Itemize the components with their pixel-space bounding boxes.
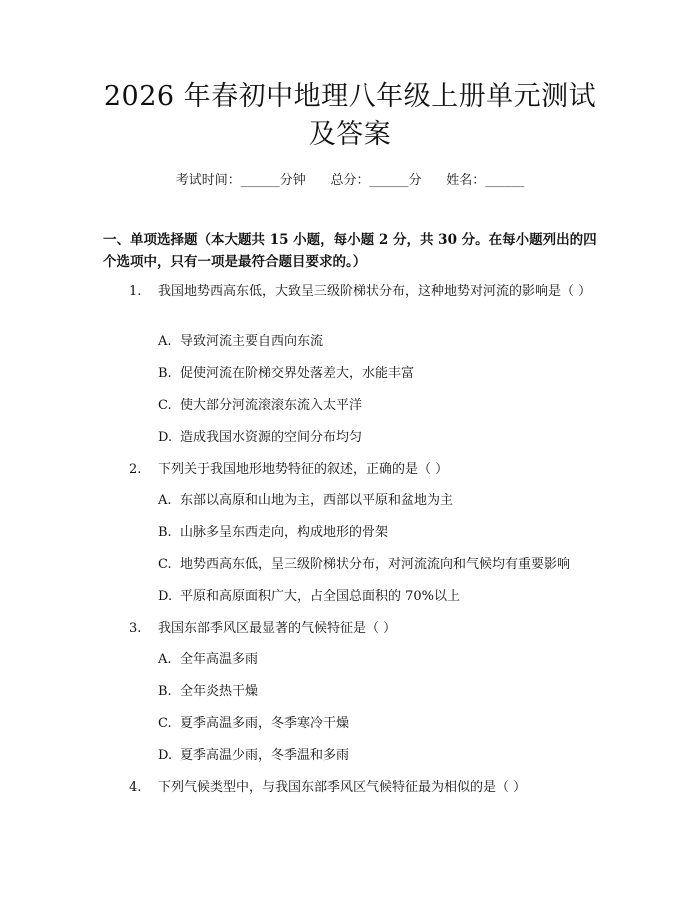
- option-3c: [158, 714, 349, 734]
- option-text: 全年炎热干燥: [180, 684, 259, 699]
- option-text: 夏季高温多雨，冬季寒冷干燥: [180, 716, 350, 731]
- option-1a: [158, 332, 323, 352]
- option-letter: B.: [158, 684, 172, 699]
- option-2b: [158, 523, 388, 543]
- question-1: [103, 281, 600, 303]
- question-text: 我国东部季风区最显著的气候特征是（ ）: [157, 621, 397, 636]
- question-number: 3.: [129, 621, 142, 636]
- question-text: 我国地势西高东低，大致呈三级阶梯状分布，这种地势对河流的影响是（ ）: [157, 284, 592, 299]
- option-letter: D.: [158, 589, 173, 604]
- option-text: 夏季高温少雨，冬季温和多雨: [180, 748, 350, 763]
- option-text: 东部以高原和山地为主，西部以平原和盆地为主: [180, 493, 454, 508]
- option-1d: [158, 428, 362, 448]
- option-letter: A.: [158, 493, 172, 508]
- option-letter: B.: [158, 525, 172, 540]
- option-letter: C.: [158, 398, 172, 413]
- option-3a: [158, 650, 258, 670]
- question-number: 4.: [129, 780, 142, 795]
- question-number: 2.: [129, 462, 142, 477]
- option-1b: [158, 364, 414, 384]
- option-1c: [158, 396, 362, 416]
- option-2c: [158, 555, 570, 575]
- option-letter: D.: [158, 748, 173, 763]
- question-number: 1.: [129, 284, 142, 299]
- option-3b: [158, 682, 258, 702]
- question-3: [103, 618, 600, 640]
- question-4: [103, 777, 600, 799]
- option-3d: [158, 746, 349, 766]
- option-letter: A.: [158, 652, 172, 667]
- question-2: [103, 459, 600, 481]
- option-letter: A.: [158, 334, 172, 349]
- option-2a: [158, 491, 453, 511]
- option-text: 促使河流在阶梯交界处落差大，水能丰富: [180, 366, 415, 381]
- exam-info-line: 考试时间：______分钟 总分：______分 姓名：______: [175, 173, 525, 188]
- option-text: 山脉多呈东西走向，构成地形的骨架: [180, 525, 389, 540]
- option-text: 导致河流主要自西向东流: [180, 334, 324, 349]
- option-letter: B.: [158, 366, 172, 381]
- option-text: 使大部分河流滚滚东流入太平洋: [180, 398, 363, 413]
- option-letter: C.: [158, 557, 172, 572]
- option-2d: [158, 587, 460, 607]
- section-heading: 一、单项选择题（本大题共 15 小题，每小题 2 分，共 30 分。在每小题列出的四个选项中，只有一项是最符合题目要求的。）: [103, 232, 597, 270]
- question-text: 下列关于我国地形地势特征的叙述，正确的是（ ）: [157, 462, 449, 477]
- option-letter: C.: [158, 716, 172, 731]
- option-text: 平原和高原面积广大，占全国总面积的 70%以上: [180, 589, 461, 604]
- question-text: 下列气候类型中，与我国东部季风区气候特征最为相似的是（ ）: [157, 780, 527, 795]
- option-letter: D.: [158, 430, 173, 445]
- option-text: 造成我国水资源的空间分布均匀: [180, 430, 363, 445]
- option-text: 全年高温多雨: [180, 652, 259, 667]
- option-text: 地势西高东低，呈三级阶梯状分布，对河流流向和气候均有重要影响: [180, 557, 571, 572]
- document-title: 2026 年春初中地理八年级上册单元测试及答案: [103, 81, 597, 150]
